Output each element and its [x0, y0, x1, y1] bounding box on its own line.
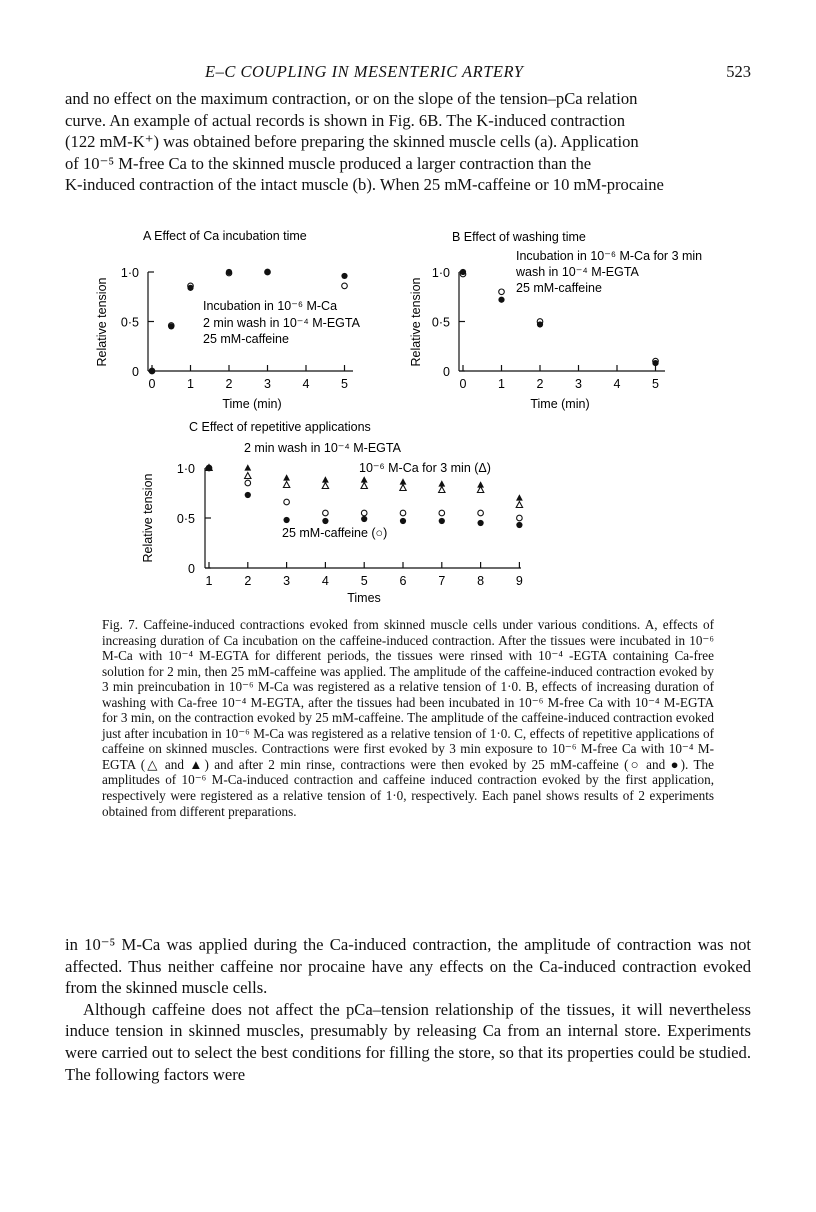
x-tick-label: 5	[341, 377, 348, 391]
x-tick-label: 1	[187, 377, 194, 391]
data-point-filled-triangle	[244, 464, 251, 470]
data-point-filled-circle	[245, 492, 251, 498]
y-tick-label: 0·5	[120, 315, 139, 330]
data-point-filled-circle	[284, 517, 290, 523]
x-tick-label: 1	[205, 574, 213, 588]
data-point-open-circle	[245, 480, 251, 486]
data-point-open-circle	[517, 515, 523, 521]
data-point-filled-circle	[478, 520, 484, 526]
data-point-open-triangle	[400, 485, 406, 491]
x-tick-label: 6	[399, 574, 407, 588]
x-tick-label: 9	[515, 574, 523, 588]
data-point-filled-circle	[206, 465, 212, 471]
x-tick-label: 7	[438, 574, 446, 588]
panel-b-legend-1: Incubation in 10⁻⁶ M-Ca for 3 min	[516, 249, 703, 263]
x-tick-label: 3	[264, 377, 271, 391]
panel-a-legend-1: Incubation in 10⁻⁶ M-Ca	[203, 299, 338, 313]
data-point-open-circle	[478, 510, 484, 516]
panel-b	[409, 230, 702, 411]
data-point-filled-triangle	[322, 476, 329, 482]
panel-a-legend-2: 2 min wash in 10⁻⁴ M-EGTA	[203, 316, 360, 330]
panel-c	[141, 420, 523, 605]
panel-a	[95, 229, 361, 411]
data-point-filled-triangle	[400, 478, 407, 484]
y-tick-label: 1·0	[431, 266, 450, 280]
x-tick-label: 5	[360, 574, 368, 588]
text-line: (122 mM-K⁺) was obtained before preparing the skinned muscle cells (a). Application	[65, 132, 639, 152]
panel-c-ylabel: Relative tension	[141, 473, 155, 563]
data-point-filled-triangle	[516, 494, 523, 500]
panel-c-ca-label: 10⁻⁶ M-Ca for 3 min (Δ)	[359, 461, 491, 475]
panel-b-title: B Effect of washing time	[452, 230, 586, 244]
panel-b-xlabel: Time (min)	[530, 397, 590, 411]
text-line: of 10⁻⁵ M-free Ca to the skinned muscle produced a larger contraction than the	[65, 153, 592, 173]
text-line: and no effect on the maximum contraction, or on the slope of the tension–pCa relation	[65, 89, 638, 108]
x-tick-label: 3	[283, 574, 291, 588]
panel-b-legend-2: wash in 10⁻⁴ M-EGTA	[516, 265, 639, 279]
panel-a-ylabel: Relative tension	[95, 277, 109, 367]
data-point-open-circle	[499, 289, 505, 295]
data-point-filled-triangle	[438, 480, 445, 486]
data-point-open-circle	[400, 510, 406, 516]
panel-a-xlabel: Time (min)	[222, 397, 282, 411]
data-point-open-triangle	[439, 487, 445, 493]
data-point-open-triangle	[245, 473, 251, 479]
data-point-open-triangle	[322, 483, 328, 489]
text-line: curve. An example of actual records is shown in Fig. 6B. The K-induced contraction	[65, 110, 626, 130]
y-tick-label: 0	[188, 562, 195, 576]
x-tick-label: 4	[302, 377, 310, 391]
data-point-filled-circle	[187, 285, 193, 291]
data-point-filled-circle	[168, 323, 174, 329]
data-point-open-circle	[361, 510, 367, 516]
panel-a-legend-3: 25 mM-caffeine	[203, 332, 289, 346]
data-point-filled-circle	[149, 368, 155, 374]
page-number: 523	[726, 62, 751, 81]
data-point-filled-circle	[652, 360, 658, 366]
data-point-filled-circle	[341, 273, 347, 279]
data-point-filled-circle	[361, 516, 367, 522]
panel-a-title: A Effect of Ca incubation time	[143, 229, 307, 243]
x-tick-label: 0	[148, 377, 156, 391]
x-tick-label: 4	[613, 377, 621, 391]
data-point-filled-circle	[439, 518, 445, 524]
figure-caption: Fig. 7. Caffeine-induced contractions evoked from skinned muscle cells under various conditions. A, effects of increasing duration of Ca incubation on the caffeine-induced contraction. After the tissues were incubated in 10⁻⁶ M-Ca with 10⁻⁴ M-EGTA for different periods, the tissues were rinsed with 10⁻⁴ -EGTA containing Ca-free solution for 2 min, then 25 mM-caffeine was applied. The amplitude of the caffeine-induced contraction evoked by 3 min preincubation in 10⁻⁶ M-Ca was registered as a relative tension of 1·0. B, effects of increasing duration of washing with Ca-free 10⁻⁴ M-EGTA, after the tissues had been incubated in 10⁻⁶ M-free Ca with 10⁻⁴ M-EGTA for 3 min, on the contraction evoked by 25 mM-caffeine. The amplitude of the caffeine-induced contraction evoked just after incubation in 10⁻⁶ M-Ca was registered as a relative tension of 1·0. C, effects of repetitive applications of caffeine on skinned muscles. Contractions were first evoked by 3 min exposure to 10⁻⁶ M-free Ca with 10⁻⁴ M-EGTA (△ and ▲) and after 2 min rinse, contractions were then evoked by 25 mM-caffeine (○ and ●). The amplitudes of 10⁻⁶ M-Ca-induced contraction and caffeine induced contraction evoked by the first application, respectively were registered as a relative tension of 1·0, respectively. Each panel shows results of 2 experiments obtained from different preparations.	[102, 617, 714, 819]
x-tick-label: 4	[321, 574, 329, 588]
data-point-filled-triangle	[361, 476, 368, 482]
x-tick-label: 2	[225, 377, 233, 391]
data-point-open-triangle	[516, 502, 522, 508]
data-point-filled-triangle	[283, 474, 290, 480]
text-line: K-induced contraction of the intact muscle (b). When 25 mM-caffeine or 10 mM-procaine	[65, 175, 664, 195]
data-point-open-circle	[342, 283, 348, 289]
y-tick-label: 0·5	[176, 512, 195, 526]
data-point-filled-triangle	[477, 481, 484, 487]
data-point-open-circle	[439, 510, 445, 516]
paragraph: Although caffeine does not affect the pCa–tension relationship of the tissues, it will nevertheless induce tension in skinned muscles, presumably by releasing Ca from an internal store. Experiments were carried out to select the best conditions for filling the store, so that its properties could be studied. The following factors were	[65, 999, 751, 1084]
data-point-filled-circle	[498, 297, 504, 303]
data-point-filled-circle	[516, 522, 522, 528]
data-point-open-triangle	[283, 482, 289, 488]
running-title: E–C COUPLING IN MESENTERIC ARTERY	[205, 62, 524, 81]
y-tick-label: 1·0	[120, 266, 139, 280]
bottom-text	[65, 934, 751, 1085]
data-point-filled-circle	[322, 518, 328, 524]
x-tick-label: 2	[244, 574, 252, 588]
panel-c-caffeine-label: 25 mM-caffeine (○)	[282, 526, 388, 540]
paragraph: in 10⁻⁵ M-Ca was applied during the Ca-induced contraction, the amplitude of contraction was not affected. Thus neither caffeine nor procaine have any effects on the Ca-induced contraction evoked from the skinned muscle cells.	[65, 935, 751, 998]
panel-c-title: C Effect of repetitive applications	[189, 420, 371, 434]
x-tick-label: 3	[575, 377, 582, 391]
data-point-filled-circle	[264, 269, 270, 275]
y-tick-label: 0	[443, 365, 450, 379]
panel-c-xlabel: Times	[347, 591, 381, 605]
panel-b-ylabel: Relative tension	[409, 277, 423, 367]
data-point-open-triangle	[361, 483, 367, 489]
data-point-filled-circle	[226, 269, 232, 275]
x-tick-label: 0	[459, 377, 467, 391]
data-point-filled-circle	[537, 321, 543, 327]
data-point-filled-circle	[460, 269, 466, 275]
y-tick-label: 0·5	[431, 315, 450, 330]
panel-b-legend-3: 25 mM-caffeine	[516, 281, 602, 295]
panel-c-subtitle: 2 min wash in 10⁻⁴ M-EGTA	[244, 441, 401, 455]
x-tick-label: 5	[652, 377, 659, 391]
data-point-open-circle	[284, 499, 290, 505]
y-tick-label: 0	[132, 365, 139, 379]
x-tick-label: 2	[536, 377, 544, 391]
x-tick-label: 1	[498, 377, 505, 391]
y-tick-label: 1·0	[176, 462, 195, 476]
data-point-open-circle	[323, 510, 329, 516]
data-point-filled-circle	[400, 518, 406, 524]
x-tick-label: 8	[477, 574, 485, 588]
